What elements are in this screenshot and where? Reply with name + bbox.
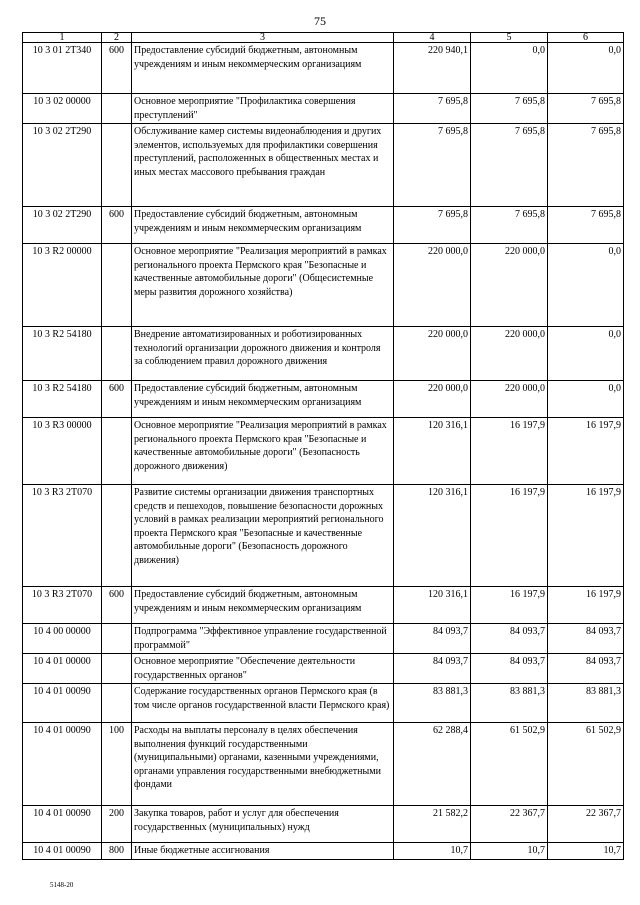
cell-v3: 10,7	[548, 843, 624, 860]
cell-v1: 220 000,0	[394, 381, 471, 418]
cell-name: Развитие системы организации движения транспортных средств и пешеходов, повышение безопасности дорожных условий в рамках реализации мероприятий регионального проекта Пермского края "Безопасные и качественные автомобильные дороги" (Безопасность дорожного движения)	[132, 485, 394, 587]
cell-v2: 84 093,7	[471, 654, 548, 684]
cell-v3: 7 695,8	[548, 207, 624, 244]
table-row	[23, 806, 624, 843]
cell-v2: 220 000,0	[471, 381, 548, 418]
cell-v1: 220 000,0	[394, 244, 471, 327]
cell-v3: 84 093,7	[548, 624, 624, 654]
cell-v3: 7 695,8	[548, 94, 624, 124]
cell-code: 10 3 R3 00000	[23, 418, 102, 485]
document-code: 5148-20	[50, 881, 74, 889]
cell-code: 10 3 02 00000	[23, 94, 102, 124]
table-row	[23, 684, 624, 723]
table-row	[23, 843, 624, 860]
cell-name: Основное мероприятие "Обеспечение деятельности государственных органов"	[132, 654, 394, 684]
column-header: 6	[548, 33, 624, 43]
cell-v1: 84 093,7	[394, 624, 471, 654]
cell-v2: 7 695,8	[471, 124, 548, 207]
cell-v2: 16 197,9	[471, 587, 548, 624]
table-row	[23, 43, 624, 94]
cell-code: 10 3 02 2Т290	[23, 124, 102, 207]
cell-type	[102, 327, 132, 381]
cell-code: 10 3 02 2Т290	[23, 207, 102, 244]
table-row	[23, 244, 624, 327]
cell-code: 10 4 01 00090	[23, 843, 102, 860]
cell-type	[102, 684, 132, 723]
cell-code: 10 3 01 2Т340	[23, 43, 102, 94]
table-row	[23, 654, 624, 684]
column-header: 2	[102, 33, 132, 43]
cell-type: 600	[102, 381, 132, 418]
cell-name: Внедрение автоматизированных и роботизированных технологий организации дорожного движения и контроля за соблюдением правил дорожного движения	[132, 327, 394, 381]
cell-type	[102, 124, 132, 207]
cell-type	[102, 485, 132, 587]
cell-v2: 10,7	[471, 843, 548, 860]
cell-v1: 120 316,1	[394, 485, 471, 587]
cell-type: 800	[102, 843, 132, 860]
cell-v1: 7 695,8	[394, 207, 471, 244]
cell-v3: 83 881,3	[548, 684, 624, 723]
cell-name: Основное мероприятие "Реализация мероприятий в рамках регионального проекта Пермского края "Безопасные и качественные автомобильные дороги" (Безопасность дорожного движения)	[132, 418, 394, 485]
cell-v2: 220 000,0	[471, 244, 548, 327]
column-header: 5	[471, 33, 548, 43]
cell-v2: 7 695,8	[471, 94, 548, 124]
cell-v3: 22 367,7	[548, 806, 624, 843]
cell-name: Содержание государственных органов Пермского края (в том числе органов государственной власти Пермского края)	[132, 684, 394, 723]
cell-v3: 7 695,8	[548, 124, 624, 207]
cell-name: Предоставление субсидий бюджетным, автономным учреждениям и иным некоммерческим организациям	[132, 587, 394, 624]
cell-code: 10 4 00 00000	[23, 624, 102, 654]
cell-type: 200	[102, 806, 132, 843]
cell-v1: 84 093,7	[394, 654, 471, 684]
cell-type: 600	[102, 587, 132, 624]
table-row	[23, 418, 624, 485]
cell-v3: 0,0	[548, 244, 624, 327]
cell-type: 600	[102, 43, 132, 94]
cell-v1: 21 582,2	[394, 806, 471, 843]
cell-name: Предоставление субсидий бюджетным, автономным учреждениям и иным некоммерческим организациям	[132, 381, 394, 418]
page-number: 75	[314, 14, 326, 28]
cell-name: Подпрограмма "Эффективное управление государственной программой"	[132, 624, 394, 654]
cell-v2: 61 502,9	[471, 723, 548, 806]
cell-type: 100	[102, 723, 132, 806]
cell-v3: 16 197,9	[548, 418, 624, 485]
cell-name: Расходы на выплаты персоналу в целях обеспечения выполнения функций государственными (муниципальными) органами, казенными учреждениями, органами управления государственными внебюджетными фондами	[132, 723, 394, 806]
cell-type: 600	[102, 207, 132, 244]
cell-code: 10 3 R2 54180	[23, 327, 102, 381]
cell-v3: 16 197,9	[548, 587, 624, 624]
cell-v2: 84 093,7	[471, 624, 548, 654]
cell-code: 10 3 R2 54180	[23, 381, 102, 418]
column-header: 1	[23, 33, 102, 43]
cell-v2: 0,0	[471, 43, 548, 94]
cell-type	[102, 244, 132, 327]
cell-type	[102, 624, 132, 654]
cell-v3: 0,0	[548, 327, 624, 381]
cell-v1: 83 881,3	[394, 684, 471, 723]
table-row	[23, 587, 624, 624]
cell-v1: 62 288,4	[394, 723, 471, 806]
table-row	[23, 723, 624, 806]
cell-code: 10 4 01 00090	[23, 723, 102, 806]
cell-type	[102, 654, 132, 684]
table-row	[23, 94, 624, 124]
column-number-row	[23, 33, 624, 43]
column-header: 4	[394, 33, 471, 43]
table-row	[23, 381, 624, 418]
table-row	[23, 207, 624, 244]
cell-v1: 120 316,1	[394, 587, 471, 624]
column-header: 3	[132, 33, 394, 43]
table-row	[23, 624, 624, 654]
cell-name: Основное мероприятие "Реализация мероприятий в рамках регионального проекта Пермского края "Безопасные и качественные автомобильные дороги" (Общесистемные меры развития дорожного хозяйства)	[132, 244, 394, 327]
cell-name: Закупка товаров, работ и услуг для обеспечения государственных (муниципальных) нужд	[132, 806, 394, 843]
cell-v2: 83 881,3	[471, 684, 548, 723]
cell-v3: 84 093,7	[548, 654, 624, 684]
cell-name: Основное мероприятие "Профилактика совершения преступлений"	[132, 94, 394, 124]
budget-table	[22, 32, 624, 860]
table-row	[23, 124, 624, 207]
cell-name: Иные бюджетные ассигнования	[132, 843, 394, 860]
cell-type	[102, 418, 132, 485]
cell-code: 10 4 01 00000	[23, 654, 102, 684]
cell-code: 10 3 R2 00000	[23, 244, 102, 327]
cell-v1: 10,7	[394, 843, 471, 860]
cell-v1: 220 940,1	[394, 43, 471, 94]
table-row	[23, 327, 624, 381]
cell-name: Обслуживание камер системы видеонаблюдения и других элементов, используемых для профилактики совершения преступлений, расположенных в общественных местах и иных местах массового пребывания граждан	[132, 124, 394, 207]
cell-v2: 220 000,0	[471, 327, 548, 381]
table-row	[23, 485, 624, 587]
cell-code: 10 4 01 00090	[23, 684, 102, 723]
cell-v3: 0,0	[548, 381, 624, 418]
cell-v2: 22 367,7	[471, 806, 548, 843]
cell-v2: 7 695,8	[471, 207, 548, 244]
cell-code: 10 3 R3 2Т070	[23, 485, 102, 587]
cell-name: Предоставление субсидий бюджетным, автономным учреждениям и иным некоммерческим организациям	[132, 43, 394, 94]
cell-name: Предоставление субсидий бюджетным, автономным учреждениям и иным некоммерческим организациям	[132, 207, 394, 244]
cell-v1: 120 316,1	[394, 418, 471, 485]
cell-code: 10 3 R3 2Т070	[23, 587, 102, 624]
cell-code: 10 4 01 00090	[23, 806, 102, 843]
cell-v2: 16 197,9	[471, 485, 548, 587]
cell-v2: 16 197,9	[471, 418, 548, 485]
cell-v3: 61 502,9	[548, 723, 624, 806]
cell-v1: 220 000,0	[394, 327, 471, 381]
cell-v3: 16 197,9	[548, 485, 624, 587]
cell-v1: 7 695,8	[394, 124, 471, 207]
cell-type	[102, 94, 132, 124]
cell-v3: 0,0	[548, 43, 624, 94]
cell-v1: 7 695,8	[394, 94, 471, 124]
